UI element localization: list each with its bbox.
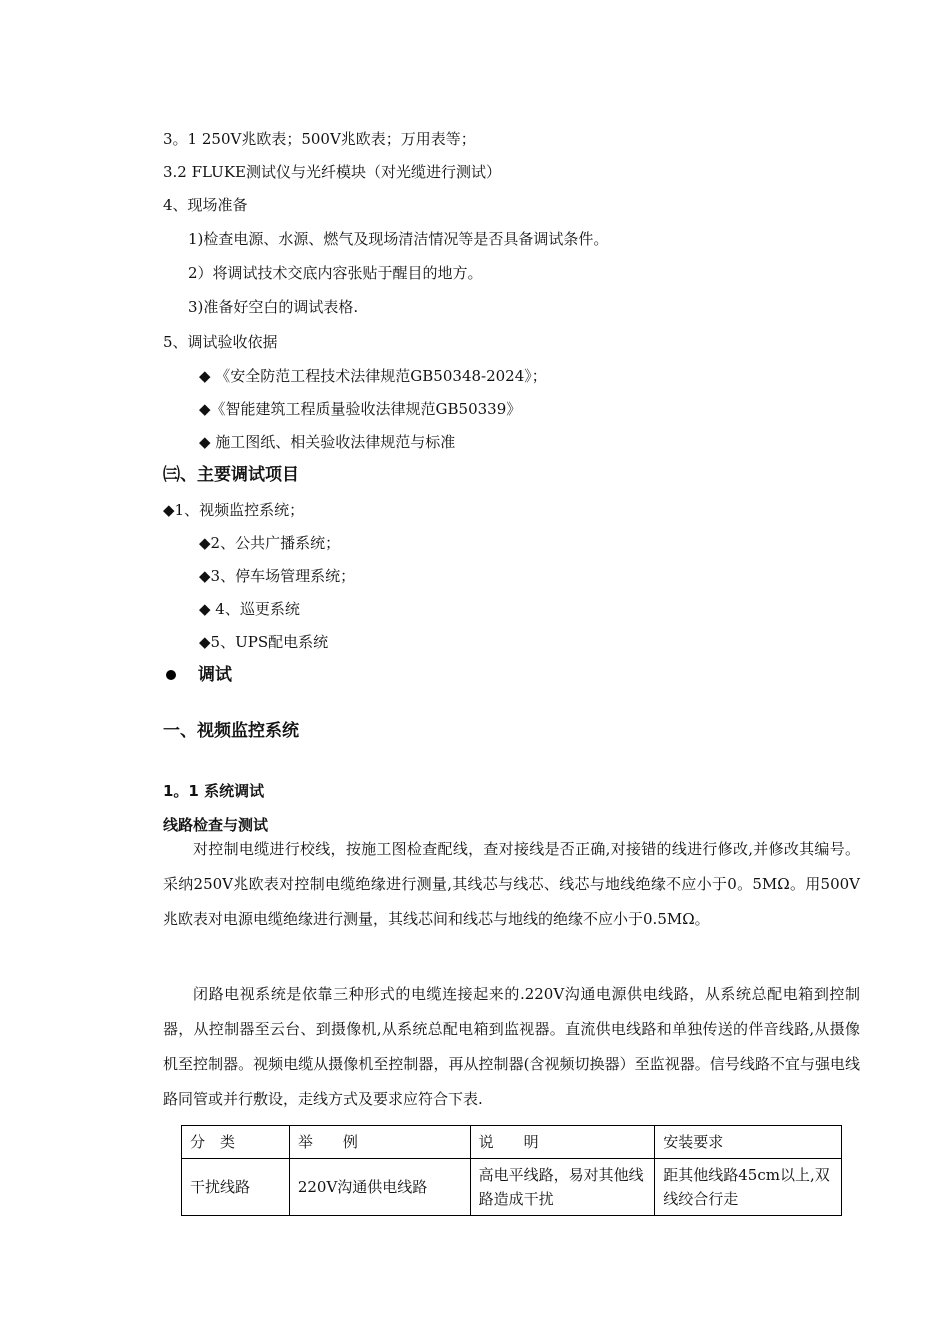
table-header-cell: 安装要求: [655, 1126, 842, 1159]
table-header-cell: 说 明: [470, 1126, 655, 1159]
item-3-1: 3。1 250V兆欧表；500V兆欧表；万用表等；: [163, 130, 476, 148]
main-item-5: ◆5、UPS配电系统: [199, 633, 329, 651]
debug-heading: [166, 665, 232, 685]
table-header-row: [182, 1126, 842, 1159]
subsection-line-check: 线路检查与测试: [163, 816, 269, 834]
table-cell: 220V沟通供电线路: [289, 1159, 470, 1216]
prep-item-2: 2）将调试技术交底内容张贴于醒目的地方。: [188, 264, 483, 282]
subsection-1-1: 1。1 系统调试: [163, 782, 265, 800]
basis-item-1: ◆ 《安全防范工程技术法律规范GB50348-2024》；: [199, 367, 547, 385]
bullet-dot-icon: [166, 670, 176, 680]
basis-item-2: ◆《智能建筑工程质量验收法律规范GB50339》: [199, 400, 522, 418]
debug-heading-text: 调试: [198, 665, 232, 685]
table-cell: 距其他线路45cm以上,双线绞合行走: [655, 1159, 842, 1216]
main-item-2: ◆2、公共广播系统；: [199, 534, 341, 552]
main-item-1: ◆1、视频监控系统；: [163, 501, 305, 519]
main-items-heading: ㈢、主要调试项目: [163, 465, 299, 485]
prep-item-3: 3)准备好空白的调试表格.: [188, 298, 359, 316]
basis-item-3: ◆ 施工图纸、相关验收法律规范与标准: [199, 433, 456, 451]
wiring-requirements-table: [181, 1125, 842, 1216]
main-item-3: ◆3、停车场管理系统；: [199, 567, 356, 585]
chapter-1-heading: 一、视频监控系统: [163, 721, 299, 741]
paragraph-line-check: 对控制电缆进行校线，按施工图检查配线，查对接线是否正确,对接错的线进行修改,并修改其编号。采纳250V兆欧表对控制电缆绝缘进行测量,其线芯与线芯、线芯与地线绝缘不应小于0。5MΩ。用500V兆欧表对电源电缆绝缘进行测量，其线芯间和线芯与地线的绝缘不应小于0.5MΩ。: [163, 840, 860, 928]
section-4-heading: 4、现场准备: [163, 196, 248, 214]
paragraph-cctv-wiring: 闭路电视系统是依靠三种形式的电缆连接起来的.220V沟通电源供电线路，从系统总配电箱到控制器，从控制器至云台、到摄像机,从系统总配电箱到监视器。直流供电线路和单独传送的伴音线路,从摄像机至控制器。视频电缆从摄像机至控制器，再从控制器(含视频切换器）至监视器。信号线路不宜与强电线路同管或并行敷设，走线方式及要求应符合下表.: [163, 985, 860, 1108]
table-cell: 高电平线路，易对其他线路造成干扰: [470, 1159, 655, 1216]
item-3-2: 3.2 FLUKE测试仪与光纤模块（对光缆进行测试）: [163, 163, 501, 181]
table-header-cell: 举 例: [289, 1126, 470, 1159]
prep-item-1: 1)检查电源、水源、燃气及现场清洁情况等是否具备调试条件。: [188, 230, 609, 248]
section-5-heading: 5、调试验收依据: [163, 333, 278, 351]
table-cell: 干扰线路: [182, 1159, 290, 1216]
table-header-cell: 分 类: [182, 1126, 290, 1159]
table-row: [182, 1159, 842, 1216]
main-item-4: ◆ 4、巡更系统: [199, 600, 300, 618]
